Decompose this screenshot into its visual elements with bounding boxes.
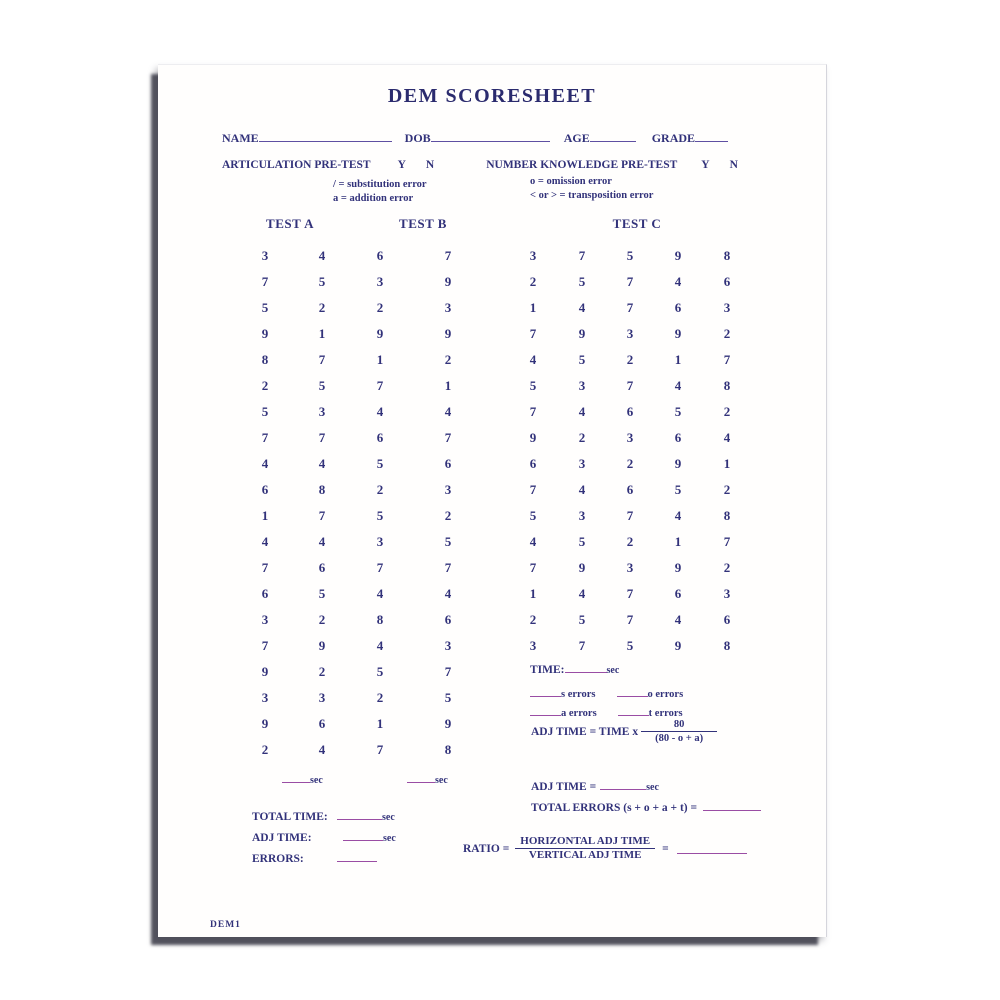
test-ab-cell: 9 bbox=[318, 638, 326, 653]
test-ab-cell: 4 bbox=[318, 534, 326, 549]
dob-label: DOB bbox=[404, 131, 431, 145]
test-b-time-line bbox=[407, 772, 448, 786]
test-ab-cell: 7 bbox=[261, 560, 269, 575]
test-c-cell: 2 bbox=[529, 274, 537, 289]
test-ab-cell: 3 bbox=[444, 482, 452, 497]
test-c-cell: 2 bbox=[723, 560, 731, 575]
test-c-cell: 5 bbox=[529, 508, 537, 523]
test-c-cell: 9 bbox=[578, 560, 586, 575]
test-c-cell: 7 bbox=[723, 534, 731, 549]
adj-time-formula-label: ADJ TIME = TIME x bbox=[531, 726, 639, 738]
test-ab-cell: 6 bbox=[376, 430, 384, 445]
test-ab-cell: 5 bbox=[376, 508, 384, 523]
scoresheet-page bbox=[158, 64, 827, 937]
test-ab-cell: 6 bbox=[261, 586, 269, 601]
test-ab-cell: 9 bbox=[261, 716, 269, 731]
number-knowledge-no: N bbox=[729, 159, 738, 171]
name-label: NAME bbox=[222, 131, 259, 145]
test-c-cell: 4 bbox=[578, 404, 586, 419]
test-c-cell: 7 bbox=[626, 378, 634, 393]
test-c-cell: 2 bbox=[626, 456, 634, 471]
legend-omission: o = omission error bbox=[530, 176, 612, 187]
test-ab-cell: 5 bbox=[318, 586, 326, 601]
total-time-sec-label: sec bbox=[382, 812, 395, 823]
test-ab-cell: 2 bbox=[318, 612, 326, 627]
test-ab-cell: 5 bbox=[444, 690, 452, 705]
test-ab-cell: 3 bbox=[318, 404, 326, 419]
test-c-cell: 4 bbox=[529, 352, 537, 367]
test-ab-cell: 6 bbox=[318, 560, 326, 575]
test-ab-cell: 5 bbox=[318, 274, 326, 289]
test-c-cell: 1 bbox=[529, 300, 537, 315]
test-c-cell: 4 bbox=[578, 300, 586, 315]
time-line bbox=[530, 662, 619, 676]
test-ab-cell: 2 bbox=[444, 508, 452, 523]
test-b-sec-label: sec bbox=[435, 775, 448, 786]
test-c-cell: 4 bbox=[529, 534, 537, 549]
test-ab-cell: 7 bbox=[444, 664, 452, 679]
grade-label: GRADE bbox=[651, 131, 696, 145]
test-ab-cell: 9 bbox=[444, 716, 452, 731]
test-c-cell: 3 bbox=[626, 326, 634, 341]
test-c-cell: 7 bbox=[626, 274, 634, 289]
ratio-equals: = bbox=[662, 842, 669, 855]
vertical-adj-time-blank bbox=[343, 830, 383, 841]
test-c-cell: 1 bbox=[529, 586, 537, 601]
test-ab-cell: 7 bbox=[444, 430, 452, 445]
test-ab-cell: 9 bbox=[444, 326, 452, 341]
test-ab-cell: 9 bbox=[376, 326, 384, 341]
number-knowledge-pretest-label: NUMBER KNOWLEDGE PRE-TEST bbox=[486, 159, 678, 171]
test-c-cell: 4 bbox=[674, 274, 682, 289]
test-c-cell: 6 bbox=[674, 300, 682, 315]
fraction-numerator: 80 bbox=[673, 719, 685, 730]
adj-time-result-label: ADJ TIME = bbox=[531, 781, 597, 793]
test-ab-cell: 7 bbox=[261, 274, 269, 289]
test-ab-cell: 2 bbox=[376, 482, 384, 497]
total-errors-blank bbox=[703, 800, 761, 811]
test-c-cell: 6 bbox=[674, 586, 682, 601]
test-ab-cell: 4 bbox=[261, 534, 269, 549]
test-c-cell: 9 bbox=[529, 430, 537, 445]
errors-line bbox=[252, 851, 377, 865]
test-c-cell: 7 bbox=[626, 508, 634, 523]
s-errors-blank bbox=[530, 686, 561, 697]
test-c-cell: 6 bbox=[626, 404, 634, 419]
test-ab-cell: 7 bbox=[318, 430, 326, 445]
test-ab-cell: 1 bbox=[318, 326, 326, 341]
legend-substitution: / = substitution error bbox=[333, 179, 427, 190]
test-c-cell: 3 bbox=[723, 300, 731, 315]
test-c-cell: 7 bbox=[626, 586, 634, 601]
test-c-cell: 5 bbox=[674, 482, 682, 497]
test-ab-cell: 2 bbox=[261, 742, 269, 757]
test-ab-cell: 5 bbox=[444, 534, 452, 549]
o-errors-label: o errors bbox=[647, 689, 684, 700]
test-a-header: TEST A bbox=[266, 216, 314, 231]
test-c-cell: 3 bbox=[578, 378, 586, 393]
articulation-pretest-label: ARTICULATION PRE-TEST bbox=[222, 159, 371, 171]
number-knowledge-yes: Y bbox=[701, 159, 710, 171]
test-c-cell: 2 bbox=[626, 534, 634, 549]
test-c-cell: 6 bbox=[723, 274, 731, 289]
test-c-cell: 1 bbox=[674, 534, 682, 549]
t-errors-label: t errors bbox=[648, 708, 683, 719]
test-ab-cell: 5 bbox=[261, 300, 269, 315]
test-ab-cell: 3 bbox=[261, 612, 269, 627]
test-ab-cell: 1 bbox=[261, 508, 269, 523]
test-c-cell: 3 bbox=[578, 456, 586, 471]
test-c-header: TEST C bbox=[612, 216, 662, 231]
so-errors-line bbox=[530, 686, 683, 700]
test-c-cell: 7 bbox=[578, 248, 586, 263]
articulation-yes: Y bbox=[397, 159, 406, 171]
test-ab-cell: 2 bbox=[318, 300, 326, 315]
time-label: TIME: bbox=[530, 664, 565, 676]
test-ab-cell: 4 bbox=[444, 404, 452, 419]
total-time-label: TOTAL TIME: bbox=[252, 811, 328, 823]
test-ab-cell: 6 bbox=[318, 716, 326, 731]
test-c-cell: 7 bbox=[529, 560, 537, 575]
test-c-cell: 3 bbox=[626, 430, 634, 445]
test-ab-cell: 1 bbox=[376, 716, 384, 731]
pretest-row bbox=[222, 159, 738, 171]
test-ab-cell: 8 bbox=[444, 742, 452, 757]
ratio-fraction bbox=[515, 835, 655, 862]
test-ab-cell: 3 bbox=[376, 274, 384, 289]
test-ab-cell: 2 bbox=[261, 378, 269, 393]
test-ab-cell: 5 bbox=[261, 404, 269, 419]
test-ab-cell: 7 bbox=[318, 352, 326, 367]
total-errors-label: TOTAL ERRORS (s + o + a + t) = bbox=[531, 802, 698, 814]
o-errors-blank bbox=[617, 686, 648, 697]
test-ab-cell: 7 bbox=[444, 248, 452, 263]
identity-row bbox=[222, 131, 728, 146]
test-ab-cell: 4 bbox=[376, 586, 384, 601]
test-a-time-blank bbox=[282, 772, 310, 783]
test-ab-cell: 7 bbox=[261, 638, 269, 653]
test-ab-cell: 4 bbox=[444, 586, 452, 601]
test-c-cell: 2 bbox=[626, 352, 634, 367]
s-errors-label: s errors bbox=[561, 689, 596, 700]
test-c-cell: 3 bbox=[529, 638, 537, 653]
test-c-cell: 7 bbox=[626, 300, 634, 315]
vertical-adj-time-label: ADJ TIME: bbox=[252, 832, 312, 844]
test-c-cell: 2 bbox=[723, 326, 731, 341]
test-c-cell: 9 bbox=[674, 456, 682, 471]
total-time-blank bbox=[337, 809, 382, 820]
test-c-cell: 7 bbox=[578, 638, 586, 653]
test-ab-cell: 8 bbox=[261, 352, 269, 367]
test-c-cell: 4 bbox=[674, 612, 682, 627]
test-c-cell: 5 bbox=[626, 638, 634, 653]
a-errors-blank bbox=[530, 705, 561, 716]
test-ab-cell: 3 bbox=[444, 300, 452, 315]
test-c-cell: 5 bbox=[578, 352, 586, 367]
test-c-cell: 4 bbox=[578, 482, 586, 497]
vertical-adj-time-line bbox=[252, 830, 396, 844]
test-c-cell: 7 bbox=[529, 482, 537, 497]
grade-blank bbox=[695, 131, 728, 142]
test-ab-cell: 8 bbox=[376, 612, 384, 627]
test-ab-cell: 4 bbox=[261, 456, 269, 471]
test-ab-cell: 6 bbox=[444, 456, 452, 471]
test-ab-cell: 9 bbox=[261, 664, 269, 679]
test-ab-cell: 3 bbox=[376, 534, 384, 549]
test-ab-cell: 5 bbox=[318, 378, 326, 393]
test-ab-cell: 5 bbox=[376, 664, 384, 679]
test-c-cell: 5 bbox=[578, 274, 586, 289]
total-time-line bbox=[252, 809, 395, 823]
legend-right bbox=[530, 175, 653, 203]
test-c-cell: 6 bbox=[626, 482, 634, 497]
test-c-cell: 9 bbox=[674, 248, 682, 263]
test-ab-cell: 3 bbox=[318, 690, 326, 705]
test-c-cell: 3 bbox=[723, 586, 731, 601]
test-c-cell: 8 bbox=[723, 508, 731, 523]
test-ab-cell: 4 bbox=[318, 742, 326, 757]
test-ab-cell: 1 bbox=[444, 378, 452, 393]
test-c-cell: 8 bbox=[723, 248, 731, 263]
vertical-adj-time-sec-label: sec bbox=[383, 833, 396, 844]
test-c-cell: 6 bbox=[674, 430, 682, 445]
test-c-cell: 6 bbox=[529, 456, 537, 471]
test-ab-cell: 7 bbox=[261, 430, 269, 445]
test-ab-cell: 7 bbox=[318, 508, 326, 523]
test-ab-cell: 7 bbox=[376, 560, 384, 575]
test-ab-cell: 5 bbox=[376, 456, 384, 471]
test-c-cell: 8 bbox=[723, 638, 731, 653]
age-label: AGE bbox=[563, 131, 590, 145]
test-c-cell: 6 bbox=[723, 612, 731, 627]
adj-time-result-line bbox=[531, 779, 659, 793]
test-c-cell: 5 bbox=[578, 534, 586, 549]
test-c-cell: 1 bbox=[674, 352, 682, 367]
test-c-cell: 4 bbox=[674, 378, 682, 393]
test-c-cell: 5 bbox=[529, 378, 537, 393]
dob-blank bbox=[431, 131, 550, 142]
at-errors-line bbox=[530, 705, 683, 719]
test-c-cell: 9 bbox=[674, 638, 682, 653]
time-blank bbox=[565, 662, 607, 673]
test-ab-cell: 3 bbox=[261, 248, 269, 263]
t-errors-blank bbox=[618, 705, 649, 716]
legend-transposition: < or > = transposition error bbox=[530, 190, 654, 201]
test-ab-cell: 6 bbox=[261, 482, 269, 497]
test-ab-cell: 7 bbox=[376, 742, 384, 757]
test-ab-cell: 3 bbox=[444, 638, 452, 653]
adj-time-fraction bbox=[641, 719, 717, 745]
test-ab-cell: 1 bbox=[376, 352, 384, 367]
fraction-denominator: (80 - o + a) bbox=[641, 731, 717, 745]
test-ab-cell: 7 bbox=[444, 560, 452, 575]
test-a-time-line bbox=[282, 772, 323, 786]
test-c-cell: 2 bbox=[723, 404, 731, 419]
test-c-cell: 3 bbox=[578, 508, 586, 523]
adj-time-result-blank bbox=[600, 779, 646, 790]
test-c-cell: 7 bbox=[626, 612, 634, 627]
test-c-cell: 8 bbox=[723, 378, 731, 393]
test-c-cell: 5 bbox=[626, 248, 634, 263]
ratio-label: RATIO = bbox=[463, 842, 510, 855]
ratio-line bbox=[463, 835, 747, 862]
adj-time-sec-label: sec bbox=[646, 782, 659, 793]
test-ab-cell: 2 bbox=[318, 664, 326, 679]
legend-addition: a = addition error bbox=[333, 193, 414, 204]
legend-left bbox=[333, 178, 427, 206]
test-c-cell: 4 bbox=[723, 430, 731, 445]
test-ab-cell: 4 bbox=[318, 248, 326, 263]
ratio-denominator: VERTICAL ADJ TIME bbox=[528, 849, 642, 861]
test-ab-cell: 8 bbox=[318, 482, 326, 497]
test-ab-cell: 4 bbox=[376, 404, 384, 419]
adj-time-formula-line bbox=[531, 719, 717, 745]
test-b-time-blank bbox=[407, 772, 435, 783]
test-ab-cell: 2 bbox=[444, 352, 452, 367]
test-c-cell: 9 bbox=[674, 326, 682, 341]
test-ab-cell: 4 bbox=[376, 638, 384, 653]
ratio-blank bbox=[677, 843, 747, 854]
test-c-cell: 3 bbox=[626, 560, 634, 575]
test-c-cell: 2 bbox=[529, 612, 537, 627]
ratio-numerator: HORIZONTAL ADJ TIME bbox=[515, 835, 655, 849]
test-c-grid bbox=[158, 249, 826, 779]
test-c-cell: 5 bbox=[578, 612, 586, 627]
test-ab-cell: 3 bbox=[261, 690, 269, 705]
test-c-cell: 3 bbox=[529, 248, 537, 263]
test-c-cell: 9 bbox=[578, 326, 586, 341]
test-c-cell: 2 bbox=[723, 482, 731, 497]
time-sec-label: sec bbox=[606, 665, 620, 676]
test-c-cell: 4 bbox=[674, 508, 682, 523]
name-blank bbox=[259, 131, 392, 142]
test-c-cell: 7 bbox=[529, 404, 537, 419]
test-c-cell: 9 bbox=[674, 560, 682, 575]
test-c-cell: 7 bbox=[723, 352, 731, 367]
test-c-cell: 1 bbox=[723, 456, 731, 471]
test-ab-cell: 2 bbox=[376, 690, 384, 705]
test-c-cell: 5 bbox=[674, 404, 682, 419]
test-ab-cell: 2 bbox=[376, 300, 384, 315]
test-b-header: TEST B bbox=[399, 216, 447, 231]
a-errors-label: a errors bbox=[561, 708, 597, 719]
total-errors-line bbox=[531, 800, 761, 814]
test-a-sec-label: sec bbox=[310, 775, 323, 786]
errors-label: ERRORS: bbox=[252, 853, 304, 865]
test-ab-cell: 9 bbox=[444, 274, 452, 289]
test-c-cell: 4 bbox=[578, 586, 586, 601]
age-blank bbox=[590, 131, 636, 142]
test-c-cell: 7 bbox=[529, 326, 537, 341]
test-ab-cell: 9 bbox=[261, 326, 269, 341]
form-code: DEM1 bbox=[210, 920, 241, 930]
articulation-no: N bbox=[425, 159, 435, 171]
test-ab-cell: 6 bbox=[376, 248, 384, 263]
page-title: DEM SCORESHEET bbox=[387, 85, 597, 107]
test-c-cell: 2 bbox=[578, 430, 586, 445]
test-ab-cell: 7 bbox=[376, 378, 384, 393]
errors-blank bbox=[337, 851, 377, 862]
test-ab-cell: 4 bbox=[318, 456, 326, 471]
test-ab-cell: 6 bbox=[444, 612, 452, 627]
